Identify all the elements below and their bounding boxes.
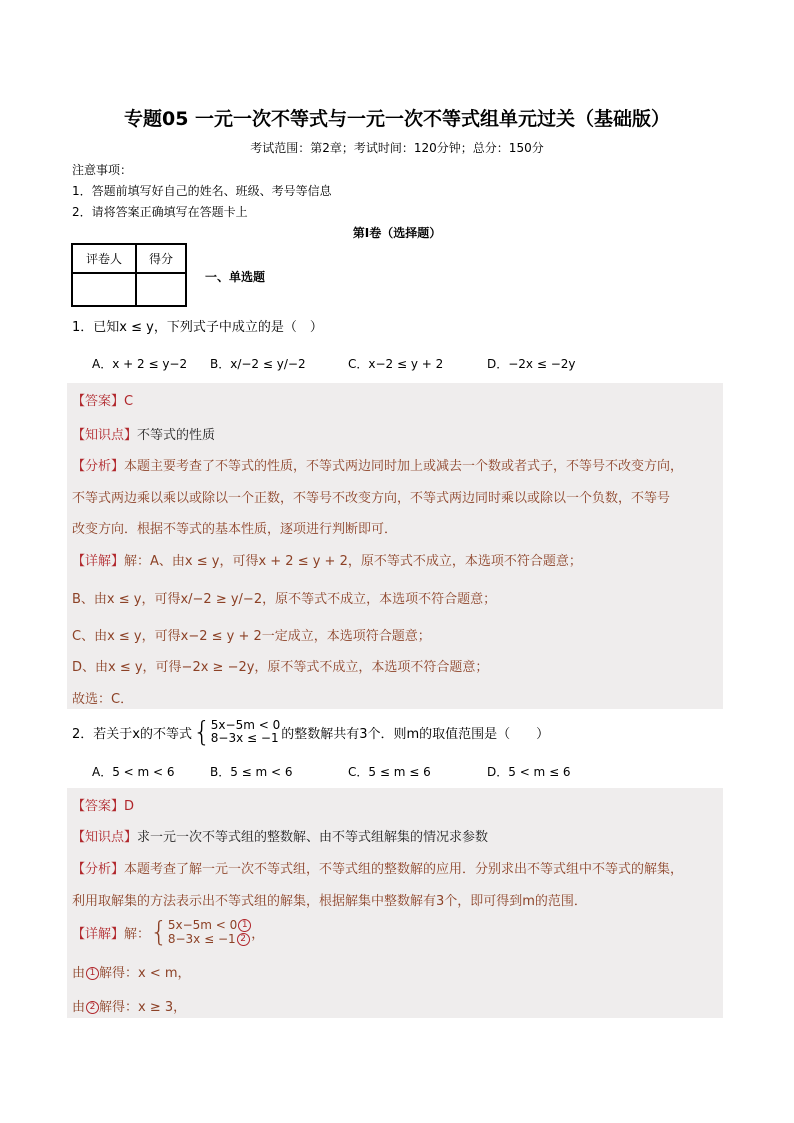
q2-stem-pre: 2．若关于x的不等式 [72,726,192,742]
q2-system-line-2: 8−3x ≤ −1 [210,731,279,745]
q2-detail-brace-icon: { [150,915,168,948]
q2-option-a: A．5 < m < 6 [92,765,175,779]
exam-info: 考试范围：第2章；考试时间：120分钟；总分：150分 [250,141,544,155]
q2-option-c: C．5 ≤ m ≤ 6 [348,765,431,779]
score-header-grader: 评卷人 [72,244,136,273]
q1-detail-line-4: D、由x ≤ y，可得−2x ≥ −2y，原不等式不成立，本选项不符合题意； [72,660,489,675]
q2-answer-label: 【答案】 [72,799,125,814]
q1-detail-line-2: B、由x ≤ y，可得x/−2 ≥ y/−2，原不等式不成立，本选项不符合题意； [72,592,497,607]
q1-option-b: B．x/−2 ≤ y/−2 [210,357,306,371]
q1-knowledge-label: 【知识点】 [72,428,138,443]
volume-title: 第I卷（选择题） [352,226,442,240]
q1-knowledge: 不等式的性质 [137,428,216,443]
notice-item-1: 1．答题前填写好自己的姓名、班级、考号等信息 [72,184,332,198]
q2-knowledge: 求一元一次不等式组的整数解、由不等式组解集的情况求参数 [137,830,489,845]
circle-2-icon: 2 [237,933,250,946]
q2-step-2 [72,996,186,1015]
q2-system-lines [211,719,280,745]
q2-stem-post: 的整数解共有3个．则m的取值范围是（ ） [281,726,550,742]
q2-step-2-post: 解得：x ≥ 3， [99,1000,187,1015]
q2-option-b: B．5 ≤ m < 6 [210,765,293,779]
q1-option-c: C．x−2 ≤ y + 2 [348,357,444,371]
q1-detail-label: 【详解】 [72,554,125,569]
q1-answer: C [124,394,134,409]
q2-detail-system-text-2: 8−3x ≤ −1 [167,932,236,946]
q2-brace-icon: { [192,715,211,748]
q2-answer-line [72,795,134,814]
score-table [71,243,187,307]
q1-analysis-line-1 [72,455,683,474]
section-heading: 一、单选题 [205,270,266,284]
q2-step-1-pre: 由 [72,966,86,981]
q1-analysis-label: 【分析】 [72,459,125,474]
q1-option-a: A．x + 2 ≤ y−2 [92,357,188,371]
q2-knowledge-label: 【知识点】 [72,830,138,845]
q2-analysis-label: 【分析】 [72,862,125,877]
question-2-stem [72,715,550,748]
q2-detail-system-line-1 [168,918,251,932]
q1-option-d: D．−2x ≤ −2y [487,357,576,371]
q1-analysis-text-1: 本题主要考查了不等式的性质，不等式两边同时加上或减去一个数或者式子，不等号不改变方向， [124,459,684,474]
q2-analysis-text-1: 本题考查了解一元一次不等式组，不等式组的整数解的应用．分别求出不等式组中不等式的解集， [124,862,684,877]
q2-answer: D [124,799,135,814]
q1-analysis-line-3: 改变方向．根据不等式的基本性质，逐项进行判断即可． [72,522,398,537]
q2-detail-system-text-1: 5x−5m < 0 [167,918,238,932]
q2-system-line-1: 5x−5m < 0 [210,718,281,732]
q1-analysis-line-2: 不等式两边乘以乘以或除以一个正数，不等号不改变方向，不等式两边同时乘以或除以一个负数，不等号 [72,491,671,506]
q2-detail-post: ， [251,926,265,942]
q1-detail-line-3: C、由x ≤ y，可得x−2 ≤ y + 2一定成立，本选项符合题意； [72,629,431,644]
q2-knowledge-line [72,826,488,845]
notice-heading: 注意事项： [72,163,133,177]
q1-knowledge-line [72,424,215,443]
q2-detail-system [150,915,251,948]
q2-system [192,715,281,748]
circle-1-icon: 1 [86,967,99,980]
circle-2-icon: 2 [86,1001,99,1014]
question-1-stem: 1．已知x ≤ y，下列式子中成立的是（ ） [72,320,323,335]
q2-step-2-pre: 由 [72,1000,86,1015]
q1-detail-text-1: 解：A、由x ≤ y，可得x + 2 ≤ y + 2，原不等式不成立，本选项不符合题意； [124,554,582,569]
q2-step-1 [72,962,191,981]
q1-answer-label: 【答案】 [72,394,125,409]
page-title: 专题05 一元一次不等式与一元一次不等式组单元过关（基础版） [123,108,671,130]
q2-detail-line [72,915,265,948]
circle-1-icon: 1 [238,919,251,932]
q2-detail-system-lines [168,918,251,946]
score-cell-grader [72,273,136,306]
q2-detail-label: 【详解】 [72,926,125,942]
notice-item-2: 2．请将答案正确填写在答题卡上 [72,205,248,219]
q2-step-1-post: 解得：x < m， [99,966,191,981]
q2-detail-system-line-2 [168,932,251,946]
q2-detail-pre: 解： [124,926,151,942]
q2-option-d: D．5 < m ≤ 6 [487,765,571,779]
score-cell-score [136,273,186,306]
score-header-score: 得分 [136,244,186,273]
q2-analysis-line-1 [72,858,683,877]
q1-detail-line-1 [72,550,582,569]
q1-answer-line [72,390,133,409]
q2-analysis-line-2: 利用取解集的方法表示出不等式组的解集，根据解集中整数解有3个，即可得到m的范围． [72,894,587,909]
q1-detail-line-5: 故选：C． [72,692,134,707]
